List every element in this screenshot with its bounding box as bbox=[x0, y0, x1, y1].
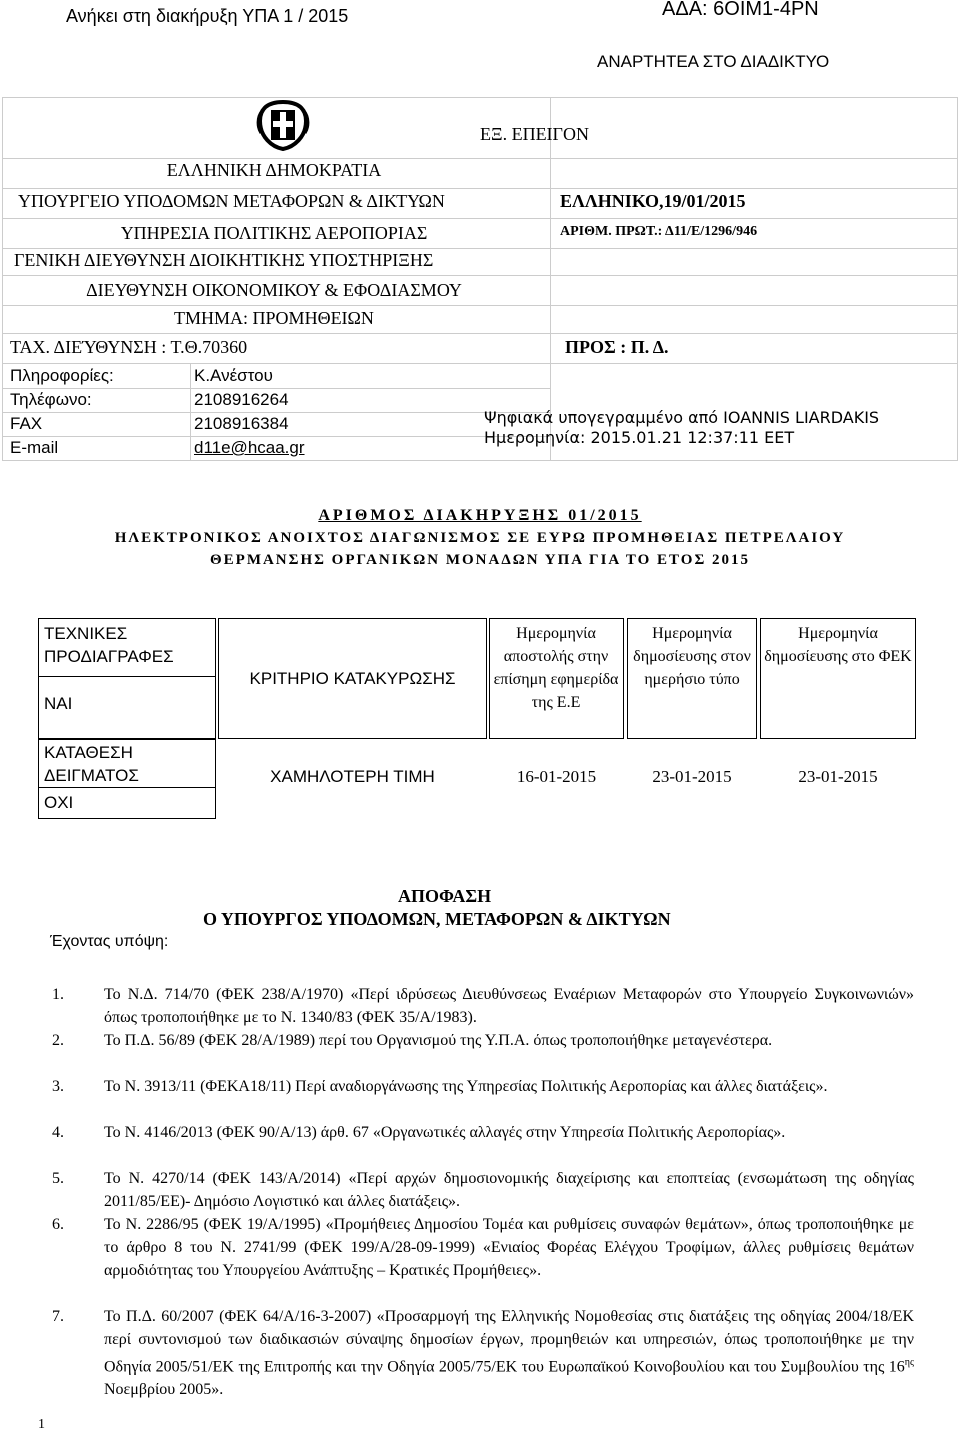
item-number: 6. bbox=[52, 1216, 64, 1233]
item-number: 1. bbox=[52, 986, 64, 1003]
item-text: Το Ν. 4146/2013 (ΦΕΚ 90/Α/13) άρθ. 67 «Οργανωτικές αλλαγές στην Υπηρεσία Πολιτικής Αεροπορίας». bbox=[104, 1124, 786, 1141]
digital-signature: Ψηφιακά υπογεγραμμένο από IOANNIS LIARDAKIS bbox=[484, 408, 880, 427]
tech-specs-value: ΝΑΙ bbox=[44, 694, 73, 713]
list-item bbox=[52, 1213, 914, 1282]
decision-title: ΑΠΟΦΑΣΗ bbox=[398, 886, 492, 906]
ada-code: ΑΔΑ: 6ΟΙΜ1-4ΡΝ bbox=[662, 0, 819, 20]
greek-emblem bbox=[255, 99, 311, 156]
list-item bbox=[52, 1121, 914, 1144]
tender-number: ΑΡΙΘΜΟΣ ΔΙΑΚΗΡΥΞΗΣ 01/2015 bbox=[318, 507, 642, 524]
urgent-label: ΕΞ. ΕΠΕΙΓΟΝ bbox=[480, 124, 589, 144]
eu-date-header: Ημερομηνία αποστολής στην επίσημη εφημερίδα της Ε.Ε bbox=[493, 625, 619, 711]
criterion-header: ΚΡΙΤΗΡΙΟ ΚΑΤΑΚΥΡΩΣΗΣ bbox=[249, 669, 456, 688]
list-item bbox=[52, 1029, 914, 1052]
item-number: 3. bbox=[52, 1078, 64, 1095]
directorate: ΔΙΕΥΘΥΝΣΗ ΟΙΚΟΝΟΜΙΚΟΥ & ΕΦΟΔΙΑΣΜΟΥ bbox=[86, 280, 462, 300]
belongs-to-note: Ανήκει στη διακήρυξη ΥΠΑ 1 / 2015 bbox=[66, 6, 349, 26]
item-number: 7. bbox=[52, 1308, 64, 1325]
general-directorate: ΓΕΝΙΚΗ ΔΙΕΥΘΥΝΣΗ ΔΙΟΙΚΗΤΙΚΗΣ ΥΠΟΣΤΗΡΙΞΗΣ bbox=[14, 250, 434, 270]
item-text: Το Ν. 2286/95 (ΦΕΚ 19/Α/1995) «Προμήθειες Δημοσίου Τομέα και ρυθμίσεις συναφών θεμάτων», όπως τροποποιήθηκε με το άρθρο 8 του Ν. 2741/99 (ΦΕΚ 199/Α/28-09-1999) «Ενιαίος Φορέας Ελέγχου Τροφίμων, άλλες ρυθμίσεις θεμάτων αρμοδιότητας του Υπουργείου Ανάπτυξης – Κρατικές Προμήθειες». bbox=[104, 1216, 914, 1279]
service-title: ΥΠΗΡΕΣΙΑ ΠΟΛΙΤΙΚΗΣ ΑΕΡΟΠΟΡΙΑΣ bbox=[120, 223, 428, 243]
email-link[interactable]: d11e@hcaa.gr bbox=[194, 438, 305, 457]
contact-value: 2108916264 bbox=[194, 390, 289, 409]
criterion-value: ΧΑΜΗΛΟΤΕΡΗ ΤΙΜΗ bbox=[270, 767, 435, 786]
considering-label: Έχοντας υπόψη: bbox=[50, 933, 169, 950]
minister-title: Ο ΥΠΟΥΡΓΟΣ ΥΠΟΔΟΜΩΝ, ΜΕΤΑΦΟΡΩΝ & ΔΙΚΤΥΩΝ bbox=[203, 909, 671, 929]
contact-label: Τηλέφωνο: bbox=[10, 390, 92, 409]
list-item bbox=[52, 983, 914, 1029]
place-date: ΕΛΛΗΝΙΚΟ,19/01/2015 bbox=[560, 191, 746, 211]
contact-label: FAX bbox=[10, 414, 43, 433]
protocol-number: ΑΡΙΘΜ. ΠΡΩΤ.: Δ11/Ε/1296/946 bbox=[560, 224, 758, 239]
page-number: 1 bbox=[38, 1417, 45, 1432]
ministry-title: ΥΠΟΥΡΓΕΙΟ ΥΠΟΔΟΜΩΝ ΜΕΤΑΦΟΡΩΝ & ΔΙΚΤΥΩΝ bbox=[18, 191, 445, 211]
contact-value: Κ.Ανέστου bbox=[194, 366, 273, 385]
item-number: 2. bbox=[52, 1032, 64, 1049]
signature-date: Ημερομηνία: 2015.01.21 12:37:11 EET bbox=[484, 428, 795, 447]
item-text: Το Π.Δ. 56/89 (ΦΕΚ 28/Α/1989) περί του Οργανισμού της Υ.Π.Α. όπως τροποποιήθηκε μεταγενέστερα. bbox=[104, 1032, 773, 1049]
press-date-value: 23-01-2015 bbox=[652, 767, 732, 786]
item-text: Το Ν.Δ. 714/70 (ΦΕΚ 238/Α/1970) «Περί ιδρύσεως Διευθύνσεως Εναέριων Μεταφορών στο Υπουργείο Συγκοινωνιών» όπως τροποποιήθηκε με το Ν. 1340/83 (ΦΕΚ 35/Α/1983). bbox=[104, 986, 914, 1026]
item-number: 4. bbox=[52, 1124, 64, 1141]
recipient: ΠΡΟΣ : Π. Δ. bbox=[565, 337, 669, 357]
contact-value: 2108916384 bbox=[194, 414, 289, 433]
list-item bbox=[52, 1075, 914, 1098]
sample-value: ΟΧΙ bbox=[44, 793, 74, 812]
eu-date-value: 16-01-2015 bbox=[516, 767, 597, 786]
press-date-header: Ημερομηνία δημοσίευσης στον ημερήσιο τύπο bbox=[633, 625, 751, 688]
republic-title: ΕΛΛΗΝΙΚΗ ΔΗΜΟΚΡΑΤΙΑ bbox=[166, 160, 382, 180]
publish-note: ΑΝΑΡΤΗΤΕΑ ΣΤΟ ΔΙΑΔΙΚΤΥΟ bbox=[597, 52, 830, 71]
list-item bbox=[52, 1305, 914, 1401]
contact-label: Πληροφορίες: bbox=[10, 366, 114, 385]
contact-label: E-mail bbox=[10, 438, 59, 457]
item-text: Το Ν. 4270/14 (ΦΕΚ 143/Α/2014) «Περί αρχών δημοσιονομικής διαχείρισης και εποπτείας (ενσωμάτωση της οδηγίας 2011/85/ΕΕ)- Δημόσιο Λογιστικό και άλλες διατάξεις». bbox=[104, 1170, 914, 1210]
postal-address: ΤΑΧ. ΔΙΕΎΘΥΝΣΗ : Τ.Θ.70360 bbox=[10, 337, 248, 357]
tender-title-line2: ΘΕΡΜΑΝΣΗΣ ΟΡΓΑΝΙΚΩΝ ΜΟΝΑΔΩΝ ΥΠΑ ΓΙΑ ΤΟ ΕΤΟΣ 2015 bbox=[209, 552, 751, 568]
tender-title-line1: ΗΛΕΚΤΡΟΝΙΚΟΣ ΑΝΟΙΧΤΟΣ ΔΙΑΓΩΝΙΣΜΟΣ ΣΕ ΕΥΡΩ ΠΡΟΜΗΘΕΙΑΣ ΠΕΤΡΕΛΑΙΟΥ bbox=[114, 530, 846, 546]
sample-label: ΚΑΤΑΘΕΣΗ ΔΕΙΓΜΑΤΟΣ bbox=[44, 743, 139, 785]
item-text: Το Π.Δ. 60/2007 (ΦΕΚ 64/Α/16-3-2007) «Προσαρμογή της Ελληνικής Νομοθεσίας στις διατάξεις της οδηγίας 2004/18/ΕΚ περί συντονισμού των διαδικασιών σύναψης δημοσίων έργων, προμηθειών και υπηρεσιών, όπως τροποποιήθηκε με την Οδηγία 2005/51/ΕΚ της Επιτροπής και την Οδηγία 2005/75/ΕΚ του Ευρωπαϊκού Κοινοβουλίου και του Συμβουλίου της $16^{\eta\varsigma}$ Νοεμβρίου 2005». bbox=[104, 1308, 914, 1399]
list-item bbox=[52, 1167, 914, 1213]
department: ΤΜΗΜΑ: ΠΡΟΜΗΘΕΙΩΝ bbox=[174, 308, 374, 328]
fek-date-header: Ημερομηνία δημοσίευσης στο ΦΕΚ bbox=[764, 625, 912, 665]
item-text: Το Ν. 3913/11 (ΦΕΚΑ18/11) Περί αναδιοργάνωσης της Υπηρεσίας Πολιτικής Αεροπορίας και άλλες διατάξεις». bbox=[104, 1078, 828, 1095]
fek-date-value: 23-01-2015 bbox=[798, 767, 878, 786]
tech-specs-label: ΤΕΧΝΙΚΕΣ ΠΡΟΔΙΑΓΡΑΦΕΣ bbox=[44, 624, 174, 666]
item-number: 5. bbox=[52, 1170, 64, 1187]
